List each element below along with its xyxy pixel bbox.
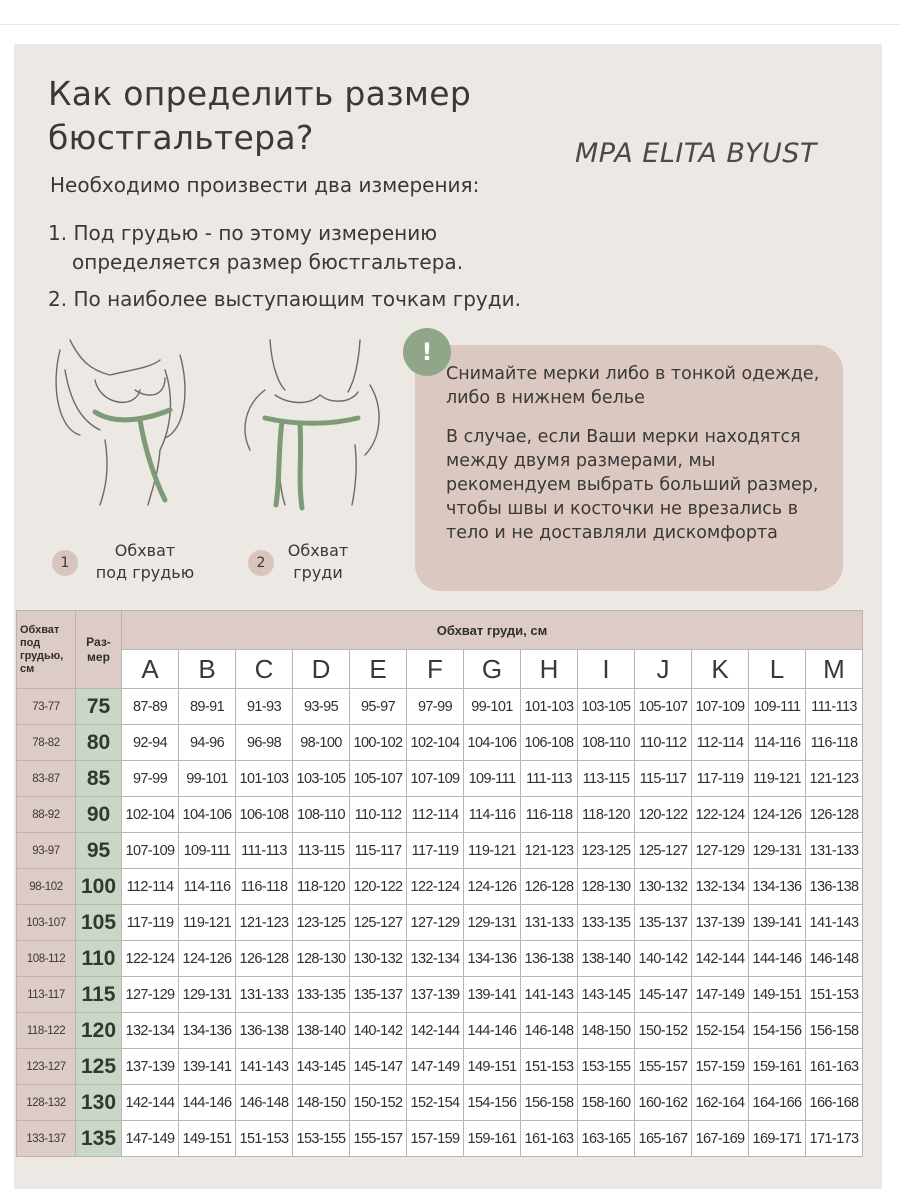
bust-range-cell: 131-133 [806, 833, 863, 869]
intro-text: Необходимо произвести два измерения: [50, 173, 480, 197]
step-2-badge: 2 [248, 550, 274, 576]
bust-range-cell: 139-141 [179, 1049, 236, 1085]
bust-range-cell: 121-123 [521, 833, 578, 869]
bust-range-cell: 148-150 [293, 1085, 350, 1121]
table-row [17, 761, 863, 797]
cup-header-c: C [236, 650, 293, 689]
bust-range-cell: 146-148 [521, 1013, 578, 1049]
table-row [17, 977, 863, 1013]
bust-range-cell: 126-128 [521, 869, 578, 905]
bust-range-cell: 115-117 [635, 761, 692, 797]
bust-range-cell: 94-96 [179, 725, 236, 761]
bust-range-cell: 149-151 [179, 1121, 236, 1157]
tip-paragraph-2: В случае, если Ваши мерки находятся между двумя размерами, мы рекомендуем выбрать больший размер, чтобы швы и косточки не врезались в тело и не доставляли дискомфорта [446, 427, 819, 543]
title-line-1: Как определить размер [48, 74, 472, 113]
bust-range-cell: 139-141 [749, 905, 806, 941]
cup-header-b: B [179, 650, 236, 689]
band-size: 95 [76, 833, 122, 869]
bust-range-cell: 111-113 [806, 689, 863, 725]
bust-header: Обхват груди, см [122, 611, 863, 650]
bust-range-cell: 123-125 [578, 833, 635, 869]
bust-range-cell: 148-150 [578, 1013, 635, 1049]
band-size: 100 [76, 869, 122, 905]
bust-range-cell: 106-108 [521, 725, 578, 761]
bust-range-cell: 124-126 [179, 941, 236, 977]
bust-range-cell: 108-110 [293, 797, 350, 833]
band-size: 110 [76, 941, 122, 977]
bust-range-cell: 120-122 [350, 869, 407, 905]
bust-range-cell: 153-155 [293, 1121, 350, 1157]
bust-range-cell: 93-95 [293, 689, 350, 725]
bust-range-cell: 132-134 [692, 869, 749, 905]
step-2-caption [256, 540, 358, 584]
bust-range-cell: 128-130 [578, 869, 635, 905]
table-row [17, 905, 863, 941]
bust-range-cell: 136-138 [236, 1013, 293, 1049]
step-1-badge: 1 [52, 550, 78, 576]
underbust-range: 113-117 [17, 977, 76, 1013]
table-row [17, 725, 863, 761]
underbust-range: 123-127 [17, 1049, 76, 1085]
tip-text [446, 362, 826, 560]
bust-range-cell: 96-98 [236, 725, 293, 761]
bust-range-cell: 157-159 [407, 1121, 464, 1157]
bust-range-cell: 161-163 [521, 1121, 578, 1157]
bust-range-cell: 100-102 [350, 725, 407, 761]
step-2-text: 2. По наиболее выступающим точкам груди. [48, 287, 521, 311]
bust-range-cell: 99-101 [464, 689, 521, 725]
cup-header-k: K [692, 650, 749, 689]
bust-range-cell: 99-101 [179, 761, 236, 797]
band-size: 130 [76, 1085, 122, 1121]
bust-range-cell: 164-166 [749, 1085, 806, 1121]
bust-range-cell: 109-111 [749, 689, 806, 725]
bust-range-cell: 105-107 [635, 689, 692, 725]
bust-range-cell: 171-173 [806, 1121, 863, 1157]
step-1-line-2: определяется размер бюстгальтера. [72, 250, 464, 274]
table-row [17, 797, 863, 833]
bust-range-cell: 97-99 [407, 689, 464, 725]
bust-range-cell: 138-140 [578, 941, 635, 977]
bust-range-cell: 114-116 [749, 725, 806, 761]
table-row [17, 1085, 863, 1121]
bust-range-cell: 155-157 [635, 1049, 692, 1085]
exclamation-icon: ! [403, 328, 451, 376]
tip-paragraph-1: Снимайте мерки либо в тонкой одежде, либо в нижнем белье [446, 364, 820, 408]
bust-range-cell: 108-110 [578, 725, 635, 761]
cup-header-g: G [464, 650, 521, 689]
bust-range-cell: 116-118 [236, 869, 293, 905]
bust-range-cell: 110-112 [350, 797, 407, 833]
bust-range-cell: 155-157 [350, 1121, 407, 1157]
bust-range-cell: 133-135 [293, 977, 350, 1013]
cup-header-a: A [122, 650, 179, 689]
band-size: 125 [76, 1049, 122, 1085]
cup-header-h: H [521, 650, 578, 689]
size-table [16, 610, 863, 1157]
table-row [17, 1013, 863, 1049]
band-size: 135 [76, 1121, 122, 1157]
bust-range-cell: 146-148 [806, 941, 863, 977]
underbust-range: 73-77 [17, 689, 76, 725]
bust-range-cell: 167-169 [692, 1121, 749, 1157]
bust-range-cell: 169-171 [749, 1121, 806, 1157]
bust-range-cell: 130-132 [635, 869, 692, 905]
table-row [17, 833, 863, 869]
band-size: 80 [76, 725, 122, 761]
measuring-illustration [40, 330, 400, 520]
bust-range-cell: 147-149 [692, 977, 749, 1013]
bust-range-cell: 124-126 [749, 797, 806, 833]
step-1-line-1: 1. Под грудью - по этому измерению [48, 221, 438, 245]
bust-range-cell: 115-117 [350, 833, 407, 869]
bust-range-cell: 154-156 [464, 1085, 521, 1121]
bust-range-cell: 102-104 [407, 725, 464, 761]
bust-range-cell: 159-161 [749, 1049, 806, 1085]
bust-range-cell: 153-155 [578, 1049, 635, 1085]
bust-range-cell: 137-139 [692, 905, 749, 941]
bust-range-cell: 112-114 [407, 797, 464, 833]
bust-range-cell: 156-158 [521, 1085, 578, 1121]
bust-range-cell: 119-121 [749, 761, 806, 797]
bust-range-cell: 144-146 [179, 1085, 236, 1121]
bust-range-cell: 98-100 [293, 725, 350, 761]
bust-range-cell: 117-119 [692, 761, 749, 797]
bust-range-cell: 144-146 [749, 941, 806, 977]
bust-range-cell: 127-129 [692, 833, 749, 869]
bust-range-cell: 104-106 [464, 725, 521, 761]
bust-range-cell: 95-97 [350, 689, 407, 725]
bust-range-cell: 158-160 [578, 1085, 635, 1121]
underbust-range: 78-82 [17, 725, 76, 761]
bust-range-cell: 122-124 [692, 797, 749, 833]
bust-range-cell: 109-111 [179, 833, 236, 869]
bust-range-cell: 107-109 [692, 689, 749, 725]
bust-range-cell: 159-161 [464, 1121, 521, 1157]
top-divider [0, 24, 900, 25]
cup-header-l: L [749, 650, 806, 689]
bust-range-cell: 144-146 [464, 1013, 521, 1049]
bust-range-cell: 142-144 [122, 1085, 179, 1121]
table-row [17, 869, 863, 905]
bust-range-cell: 134-136 [179, 1013, 236, 1049]
bust-range-cell: 129-131 [179, 977, 236, 1013]
underbust-range: 83-87 [17, 761, 76, 797]
bust-range-cell: 122-124 [407, 869, 464, 905]
bust-range-cell: 122-124 [122, 941, 179, 977]
bust-range-cell: 139-141 [464, 977, 521, 1013]
bust-range-cell: 87-89 [122, 689, 179, 725]
table-row [17, 1121, 863, 1157]
bust-range-cell: 106-108 [236, 797, 293, 833]
bust-range-cell: 165-167 [635, 1121, 692, 1157]
bust-range-cell: 151-153 [521, 1049, 578, 1085]
title-line-2: бюстгальтера? [48, 118, 314, 157]
bust-range-cell: 118-120 [293, 869, 350, 905]
bust-range-cell: 141-143 [236, 1049, 293, 1085]
bust-range-cell: 146-148 [236, 1085, 293, 1121]
bust-range-cell: 116-118 [521, 797, 578, 833]
bust-range-cell: 107-109 [407, 761, 464, 797]
bust-range-cell: 145-147 [635, 977, 692, 1013]
bust-range-cell: 112-114 [122, 869, 179, 905]
bust-range-cell: 121-123 [806, 761, 863, 797]
step-1-caption-line-2: под грудью [95, 563, 195, 582]
underbust-range: 103-107 [17, 905, 76, 941]
cup-header-e: E [350, 650, 407, 689]
bust-range-cell: 149-151 [749, 977, 806, 1013]
bust-range-cell: 135-137 [350, 977, 407, 1013]
bust-range-cell: 130-132 [350, 941, 407, 977]
bust-range-cell: 142-144 [407, 1013, 464, 1049]
bust-range-cell: 114-116 [464, 797, 521, 833]
step-1-caption-line-1: Обхват [114, 541, 176, 560]
bust-range-cell: 114-116 [179, 869, 236, 905]
band-size: 75 [76, 689, 122, 725]
bust-range-cell: 134-136 [464, 941, 521, 977]
bust-range-cell: 152-154 [692, 1013, 749, 1049]
underbust-range: 93-97 [17, 833, 76, 869]
cup-header-m: M [806, 650, 863, 689]
bust-range-cell: 131-133 [236, 977, 293, 1013]
bust-range-cell: 145-147 [350, 1049, 407, 1085]
bust-range-cell: 123-125 [293, 905, 350, 941]
bust-range-cell: 121-123 [236, 905, 293, 941]
bust-range-cell: 105-107 [350, 761, 407, 797]
bust-range-cell: 161-163 [806, 1049, 863, 1085]
bust-range-cell: 141-143 [521, 977, 578, 1013]
bust-range-cell: 135-137 [635, 905, 692, 941]
bust-range-cell: 103-105 [293, 761, 350, 797]
bust-range-cell: 110-112 [635, 725, 692, 761]
size-header: Раз-мер [76, 611, 122, 689]
bust-range-cell: 126-128 [806, 797, 863, 833]
band-size: 85 [76, 761, 122, 797]
bust-range-cell: 104-106 [179, 797, 236, 833]
underbust-header: Обхват под грудью, см [17, 611, 76, 689]
bust-range-cell: 91-93 [236, 689, 293, 725]
cup-header-j: J [635, 650, 692, 689]
bust-range-cell: 112-114 [692, 725, 749, 761]
bust-range-cell: 125-127 [635, 833, 692, 869]
bust-range-cell: 149-151 [464, 1049, 521, 1085]
step-2-caption-line-2: груди [293, 563, 343, 582]
bust-range-cell: 143-145 [578, 977, 635, 1013]
bust-range-cell: 137-139 [407, 977, 464, 1013]
bust-range-cell: 113-115 [293, 833, 350, 869]
bust-range-cell: 103-105 [578, 689, 635, 725]
bust-range-cell: 132-134 [122, 1013, 179, 1049]
bust-range-cell: 127-129 [122, 977, 179, 1013]
bust-range-cell: 151-153 [236, 1121, 293, 1157]
bust-range-cell: 141-143 [806, 905, 863, 941]
band-size: 90 [76, 797, 122, 833]
bust-range-cell: 117-119 [407, 833, 464, 869]
brand-watermark: MPA ELITA BYUST [575, 138, 817, 169]
underbust-range: 128-132 [17, 1085, 76, 1121]
bust-range-cell: 129-131 [464, 905, 521, 941]
cup-header-i: I [578, 650, 635, 689]
bust-range-cell: 116-118 [806, 725, 863, 761]
bust-range-cell: 160-162 [635, 1085, 692, 1121]
underbust-range: 118-122 [17, 1013, 76, 1049]
bust-range-cell: 120-122 [635, 797, 692, 833]
bust-range-cell: 119-121 [179, 905, 236, 941]
bust-range-cell: 132-134 [407, 941, 464, 977]
bust-range-cell: 102-104 [122, 797, 179, 833]
bust-range-cell: 101-103 [236, 761, 293, 797]
bust-range-cell: 124-126 [464, 869, 521, 905]
bust-range-cell: 129-131 [749, 833, 806, 869]
bust-range-cell: 133-135 [578, 905, 635, 941]
cup-header-d: D [293, 650, 350, 689]
underbust-range: 108-112 [17, 941, 76, 977]
bust-range-cell: 111-113 [521, 761, 578, 797]
table-row [17, 941, 863, 977]
bust-range-cell: 142-144 [692, 941, 749, 977]
bust-range-cell: 140-142 [350, 1013, 407, 1049]
bust-range-cell: 143-145 [293, 1049, 350, 1085]
band-size: 105 [76, 905, 122, 941]
bust-range-cell: 101-103 [521, 689, 578, 725]
table-row [17, 1049, 863, 1085]
bust-range-cell: 125-127 [350, 905, 407, 941]
underbust-range: 133-137 [17, 1121, 76, 1157]
table-row [17, 689, 863, 725]
band-size: 120 [76, 1013, 122, 1049]
bust-range-cell: 147-149 [122, 1121, 179, 1157]
bust-range-cell: 166-168 [806, 1085, 863, 1121]
bust-range-cell: 152-154 [407, 1085, 464, 1121]
step-1-caption [60, 540, 210, 584]
cup-header-f: F [407, 650, 464, 689]
bust-range-cell: 97-99 [122, 761, 179, 797]
bust-range-cell: 119-121 [464, 833, 521, 869]
bust-range-cell: 147-149 [407, 1049, 464, 1085]
bust-range-cell: 157-159 [692, 1049, 749, 1085]
bust-range-cell: 107-109 [122, 833, 179, 869]
page-title [48, 72, 471, 160]
bust-range-cell: 136-138 [521, 941, 578, 977]
bust-range-cell: 92-94 [122, 725, 179, 761]
bust-range-cell: 140-142 [635, 941, 692, 977]
underbust-range: 88-92 [17, 797, 76, 833]
bust-range-cell: 118-120 [578, 797, 635, 833]
bust-range-cell: 138-140 [293, 1013, 350, 1049]
bust-range-cell: 156-158 [806, 1013, 863, 1049]
bust-range-cell: 89-91 [179, 689, 236, 725]
bust-range-cell: 131-133 [521, 905, 578, 941]
cup-row [17, 650, 863, 689]
bust-range-cell: 136-138 [806, 869, 863, 905]
bust-range-cell: 163-165 [578, 1121, 635, 1157]
bust-range-cell: 134-136 [749, 869, 806, 905]
underbust-range: 98-102 [17, 869, 76, 905]
bust-range-cell: 137-139 [122, 1049, 179, 1085]
bust-range-cell: 117-119 [122, 905, 179, 941]
step-2-caption-line-1: Обхват [287, 541, 349, 560]
bust-range-cell: 151-153 [806, 977, 863, 1013]
bust-range-cell: 111-113 [236, 833, 293, 869]
bust-range-cell: 154-156 [749, 1013, 806, 1049]
bust-range-cell: 126-128 [236, 941, 293, 977]
bust-range-cell: 162-164 [692, 1085, 749, 1121]
band-size: 115 [76, 977, 122, 1013]
bust-range-cell: 128-130 [293, 941, 350, 977]
step-1-text [48, 219, 463, 277]
bust-range-cell: 113-115 [578, 761, 635, 797]
bust-range-cell: 109-111 [464, 761, 521, 797]
bust-range-cell: 150-152 [635, 1013, 692, 1049]
bust-range-cell: 127-129 [407, 905, 464, 941]
bust-range-cell: 150-152 [350, 1085, 407, 1121]
